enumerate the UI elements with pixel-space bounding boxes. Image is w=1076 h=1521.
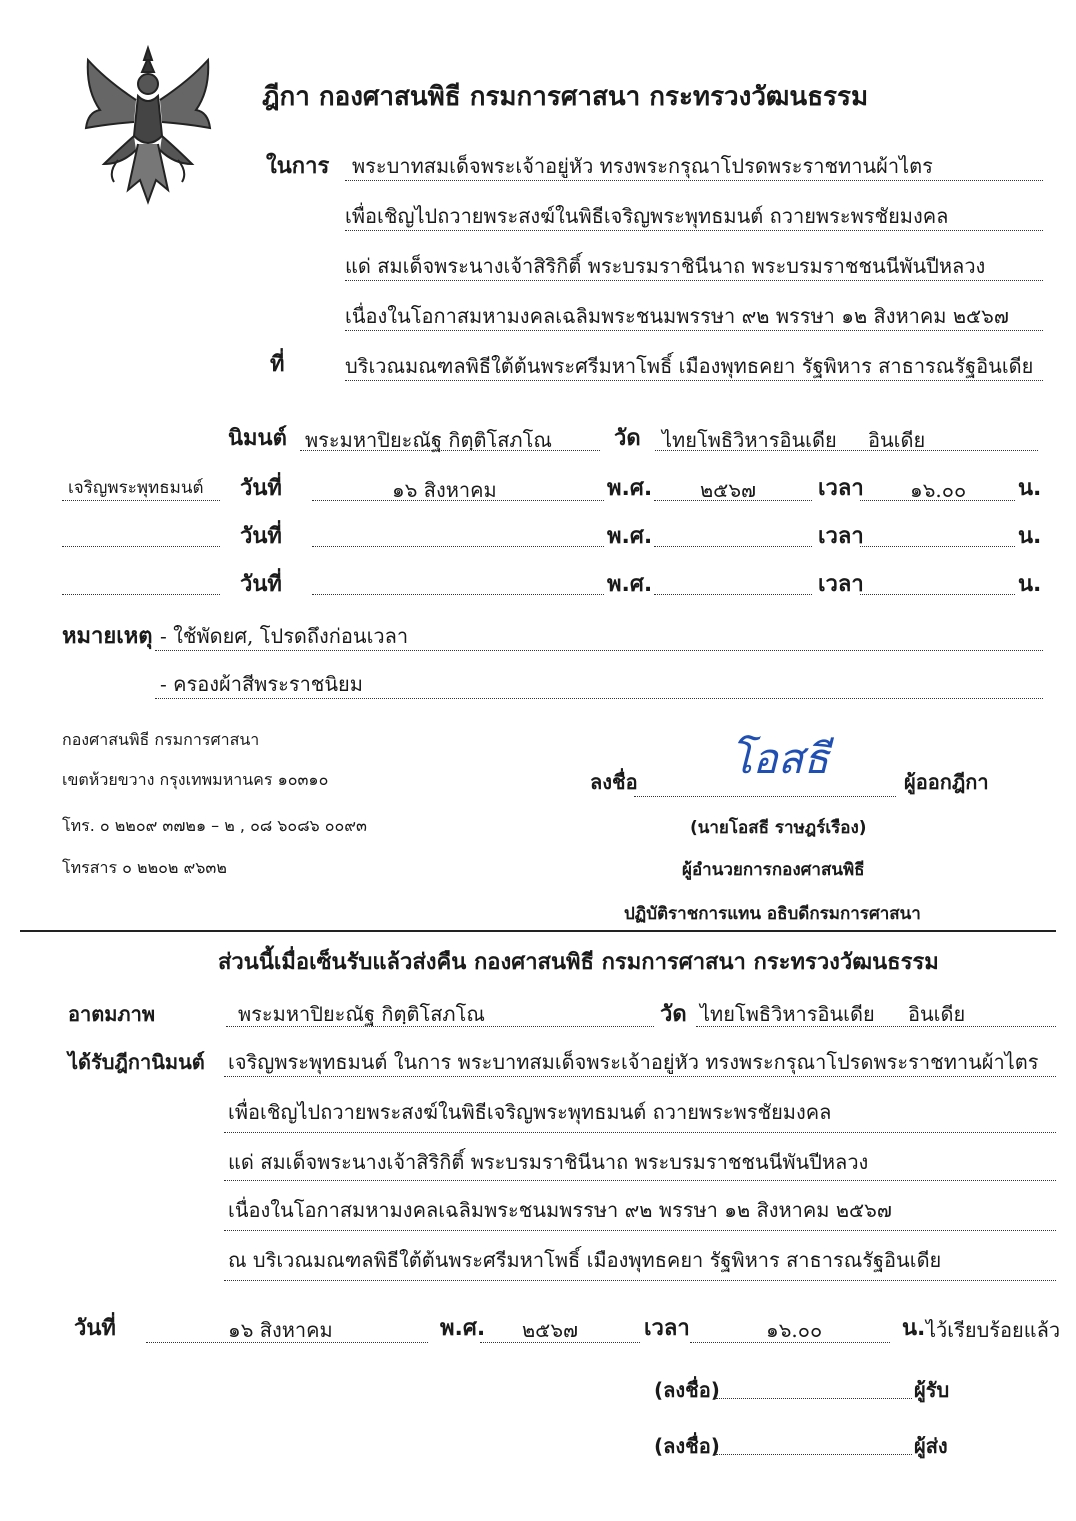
note-line-2: - ครองผ้าสีพระราชนิยม — [160, 672, 363, 696]
receipt-line-1: เจริญพระพุทธมนต์ ในการ พระบาทสมเด็จพระเจ้าอยู่หัว ทรงพระกรุณาโปรดพระราชทานผ้าไตร — [228, 1050, 1039, 1074]
receiver-label: ผู้รับ — [914, 1378, 950, 1402]
date-label: วันที่ — [240, 476, 282, 501]
ceremony-type: เจริญพระพุทธมนต์ — [68, 478, 204, 498]
signer-position: ผู้อำนวยการกองศาสนพิธี — [682, 860, 865, 880]
receipt-line-2: เพื่อเชิญไปถวายพระสงฆ์ในพิธีเจริญพระพุทธมนต์ ถวายพระพรชัยมงคล — [228, 1100, 832, 1124]
invite-temple: ไทยโพธิวิหารอินเดีย — [662, 428, 837, 452]
receiver-sign-label: (ลงชื่อ) — [654, 1378, 720, 1402]
note-line-1: - ใช้พัดยศ, โปรดถึงก่อนเวลา — [160, 624, 409, 648]
invite-country: อินเดีย — [868, 428, 926, 452]
time-unit: น. — [1018, 476, 1042, 501]
time-unit: น. — [1018, 572, 1042, 597]
invite-monk: พระมหาปิยะณัฐ กิตฺติโสภโณ — [305, 428, 552, 452]
occasion-line-1: พระบาทสมเด็จพระเจ้าอยู่หัว ทรงพระกรุณาโปรดพระราชทานผ้าไตร — [352, 154, 933, 178]
cut-line — [20, 930, 1056, 932]
receipt-time: ๑๖.๐๐ — [766, 1318, 823, 1342]
receipt-monk-label: อาตมภาพ — [68, 1002, 156, 1026]
be-label: พ.ศ. — [607, 476, 653, 501]
receipt-temple: ไทยโพธิวิหารอินเดีย — [700, 1002, 875, 1026]
time-unit: น. — [1018, 524, 1042, 549]
receipt-done: ไว้เรียบร้อยแล้ว — [926, 1318, 1061, 1342]
time-label: เวลา — [818, 524, 864, 549]
sign-label: ลงชื่อ — [590, 770, 638, 794]
invite-temple-label: วัด — [614, 426, 641, 451]
signature-image: โอสธี — [730, 734, 830, 783]
receipt-year: ๒๕๖๗ — [522, 1318, 579, 1342]
place-value: บริเวณมณฑลพิธีใต้ต้นพระศรีมหาโพธิ์ เมืองพุทธคยา รัฐพิหาร สาธารณรัฐอินเดีย — [345, 354, 1034, 378]
receipt-line-5: ณ บริเวณมณฑลพิธีใต้ต้นพระศรีมหาโพธิ์ เมืองพุทธคยา รัฐพิหาร สาธารณรัฐอินเดีย — [228, 1248, 942, 1272]
receipt-monk: พระมหาปิยะณัฐ กิตฺติโสภโณ — [238, 1002, 485, 1026]
place-label: ที่ — [270, 352, 285, 377]
date-value: ๑๖ สิงหาคม — [392, 478, 497, 502]
issuer-role: ผู้ออกฎีกา — [904, 770, 989, 794]
office-line-1: กองศาสนพิธี กรมการศาสนา — [62, 730, 260, 749]
sender-sign-label: (ลงชื่อ) — [654, 1434, 720, 1458]
time-label: เวลา — [818, 572, 864, 597]
occasion-line-3: แด่ สมเด็จพระนางเจ้าสิริกิติ์ พระบรมราชินีนาถ พระบรมราชชนนีพันปีหลวง — [345, 254, 986, 278]
receipt-date-label: วันที่ — [74, 1316, 116, 1341]
receipt-date: ๑๖ สิงหาคม — [228, 1318, 333, 1342]
be-label: พ.ศ. — [607, 524, 653, 549]
occasion-label: ในการ — [266, 154, 330, 179]
notes-label: หมายเหตุ — [62, 624, 153, 649]
document-title: ฎีกา กองศาสนพิธี กรมการศาสนา กระทรวงวัฒนธรรม — [262, 82, 869, 112]
time-value: ๑๖.๐๐ — [910, 478, 967, 502]
office-fax: โทรสาร ๐ ๒๒๐๒ ๙๖๓๒ — [62, 858, 227, 877]
date-label: วันที่ — [240, 524, 282, 549]
sender-label: ผู้ส่ง — [914, 1434, 948, 1458]
signer-acting: ปฏิบัติราชการแทน อธิบดีกรมการศาสนา — [624, 904, 921, 924]
receipt-be-label: พ.ศ. — [440, 1316, 486, 1341]
office-line-2: เขตห้วยขวาง กรุงเทพมหานคร ๑๐๓๑๐ — [62, 770, 329, 789]
invite-label: นิมนต์ — [228, 426, 287, 451]
garuda-emblem — [78, 40, 218, 210]
signer-name: (นายโอสธี ราษฎร์เรือง) — [690, 818, 867, 838]
receipt-temple-label: วัด — [660, 1002, 687, 1027]
date-label: วันที่ — [240, 572, 282, 597]
year-value: ๒๕๖๗ — [700, 478, 757, 502]
received-label: ได้รับฎีกานิมนต์ — [68, 1050, 205, 1074]
receipt-time-label: เวลา — [644, 1316, 690, 1341]
receipt-line-4: เนื่องในโอกาสมหามงคลเฉลิมพระชนมพรรษา ๙๒ พรรษา ๑๒ สิงหาคม ๒๕๖๗ — [228, 1198, 892, 1222]
receipt-title: ส่วนนี้เมื่อเซ็นรับแล้วส่งคืน กองศาสนพิธี กรมการศาสนา กระทรวงวัฒนธรรม — [218, 950, 939, 975]
receipt-line-3: แด่ สมเด็จพระนางเจ้าสิริกิติ์ พระบรมราชินีนาถ พระบรมราชชนนีพันปีหลวง — [228, 1150, 869, 1174]
occasion-line-4: เนื่องในโอกาสมหามงคลเฉลิมพระชนมพรรษา ๙๒ พรรษา ๑๒ สิงหาคม ๒๕๖๗ — [345, 304, 1009, 328]
receipt-unit: น. — [902, 1316, 926, 1341]
be-label: พ.ศ. — [607, 572, 653, 597]
receipt-country: อินเดีย — [908, 1002, 966, 1026]
time-label: เวลา — [818, 476, 864, 501]
office-phone: โทร. ๐ ๒๒๐๙ ๓๗๒๑ – ๒ , ๐๘ ๖๐๘๖ ๐๐๙๓ — [62, 816, 367, 835]
occasion-line-2: เพื่อเชิญไปถวายพระสงฆ์ในพิธีเจริญพระพุทธมนต์ ถวายพระพรชัยมงคล — [345, 204, 949, 228]
